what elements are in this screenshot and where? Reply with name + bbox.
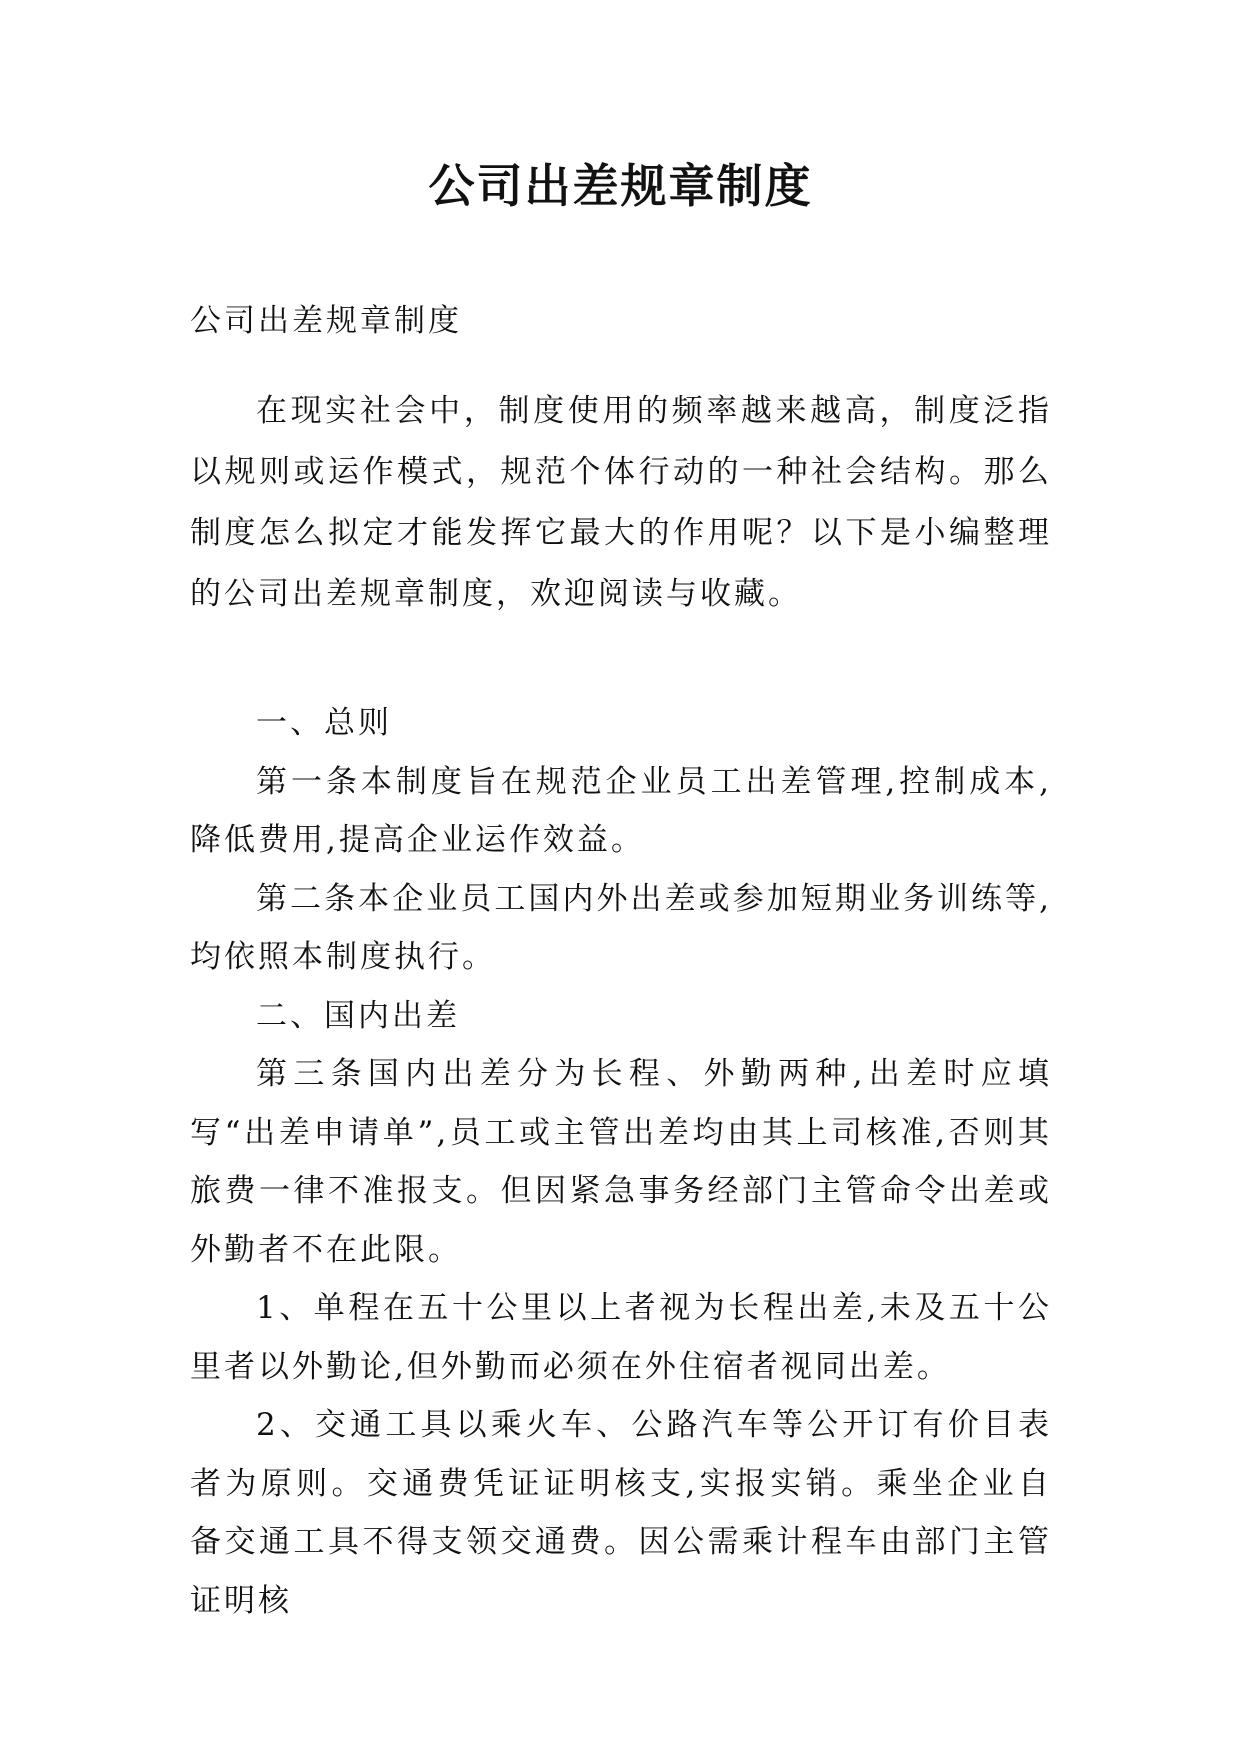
intro-section (190, 381, 1052, 625)
article-2-paragraph: 第二条本企业员工国内外出差或参加短期业务训练等,均依照本制度执行。 (190, 880, 1052, 975)
page-title: 公司出差规章制度 (428, 159, 813, 213)
intro-paragraph: 在现实社会中，制度使用的频率越来越高，制度泛指以规则或运作模式，规范个体行动的一种社会结构。那么制度怎么拟定才能发挥它最大的作用呢？以下是小编整理的公司出差规章制度，欢迎阅读与收藏。 (190, 393, 1052, 612)
section-heading-domestic: 二、国内出差 (256, 997, 460, 1034)
article-1-paragraph: 第一条本制度旨在规范企业员工出差管理,控制成本,降低费用,提高企业运作效益。 (190, 763, 1052, 858)
item-1-paragraph: 1、单程在五十公里以上者视为长程出差,未及五十公里者以外勤论,但外勤而必须在外住宿者视同出差。 (190, 1290, 1052, 1385)
section-heading-general: 一、总则 (256, 705, 392, 741)
article-3-paragraph: 第三条国内出差分为长程、外勤两种,出差时应填写“出差申请单”,员工或主管出差均由其上司核准,否则其旅费一律不准报支。但因紧急事务经部门主管命令出差或外勤者不在此限。 (190, 1056, 1052, 1268)
item-2-paragraph: 2、交通工具以乘火车、公路汽车等公开订有价目表者为原则。交通费凭证证明核支,实报实销。乘坐企业自备交通工具不得支领交通费。因公需乘计程车由部门主管证明核 (190, 1407, 1052, 1619)
document-subtitle: 公司出差规章制度 (190, 303, 462, 339)
main-section (190, 694, 1052, 1630)
